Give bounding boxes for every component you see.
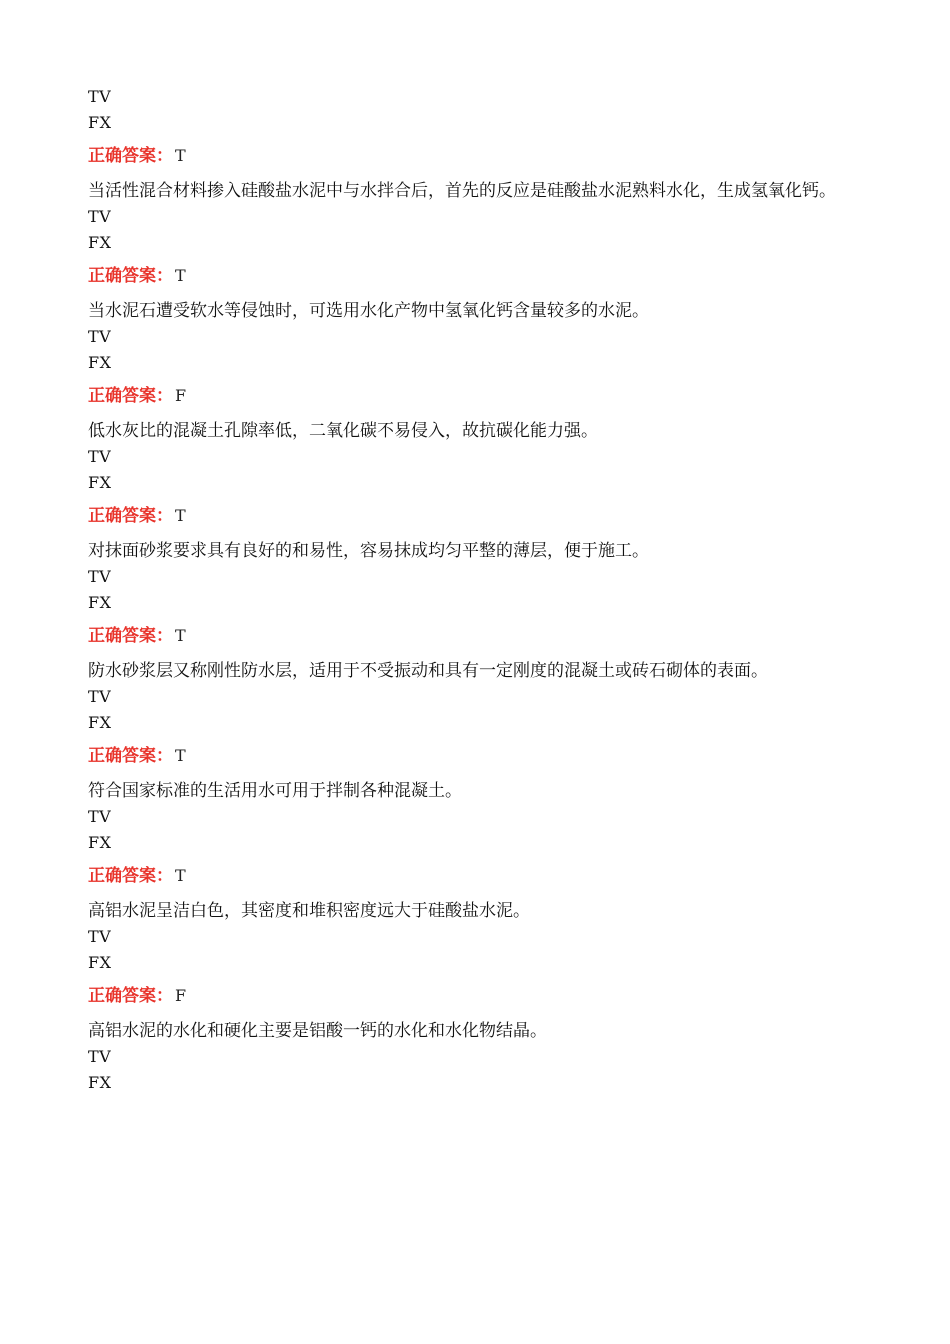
answer-label: 正确答案： <box>88 386 173 406</box>
answer-value: T <box>175 746 186 765</box>
option-false: FX <box>88 1073 112 1092</box>
option-false: FX <box>88 233 112 252</box>
answer-value: T <box>175 506 186 525</box>
answer-line <box>88 624 868 648</box>
option-false: FX <box>88 473 112 492</box>
answer-label: 正确答案： <box>88 866 173 886</box>
answer-value: T <box>175 866 186 885</box>
answer-label: 正确答案： <box>88 506 173 526</box>
answer-value: T <box>175 146 186 165</box>
question-text: 对抹面砂浆要求具有良好的和易性，容易抹成均匀平整的薄层，便于施工。 <box>88 541 649 561</box>
option-true: TV <box>88 87 112 106</box>
option-false: FX <box>88 833 112 852</box>
option-true: TV <box>88 207 112 226</box>
answer-line <box>88 384 868 408</box>
question-block-7 <box>88 898 868 1008</box>
question-text: 当活性混合材料掺入硅酸盐水泥中与水拌合后，首先的反应是硅酸盐水泥熟料水化，生成氢氧化钙。 <box>88 181 836 201</box>
option-false: FX <box>88 353 112 372</box>
option-true: TV <box>88 327 112 346</box>
question-block-8 <box>88 1018 868 1096</box>
answer-label: 正确答案： <box>88 146 173 166</box>
question-text: 符合国家标准的生活用水可用于拌制各种混凝土。 <box>88 781 462 801</box>
option-false: FX <box>88 953 112 972</box>
answer-line <box>88 144 868 168</box>
question-block-5 <box>88 658 868 768</box>
option-true: TV <box>88 567 112 586</box>
answer-label: 正确答案： <box>88 626 173 646</box>
answer-line <box>88 264 868 288</box>
answer-value: T <box>175 626 186 645</box>
question-block-1 <box>88 178 868 288</box>
document-page <box>88 84 868 1096</box>
answer-label: 正确答案： <box>88 266 173 286</box>
answer-line <box>88 504 868 528</box>
question-text: 当水泥石遭受软水等侵蚀时，可选用水化产物中氢氧化钙含量较多的水泥。 <box>88 301 649 321</box>
option-false: FX <box>88 113 112 132</box>
option-false: FX <box>88 593 112 612</box>
option-true: TV <box>88 687 112 706</box>
question-block-4 <box>88 538 868 648</box>
question-text: 低水灰比的混凝土孔隙率低，二氧化碳不易侵入，故抗碳化能力强。 <box>88 421 598 441</box>
question-text: 高铝水泥呈洁白色，其密度和堆积密度远大于硅酸盐水泥。 <box>88 901 530 921</box>
option-true: TV <box>88 927 112 946</box>
answer-value: F <box>175 386 187 405</box>
option-true: TV <box>88 447 112 466</box>
question-block-2 <box>88 298 868 408</box>
answer-line <box>88 744 868 768</box>
answer-value: F <box>175 986 187 1005</box>
option-true: TV <box>88 1047 112 1066</box>
question-text: 防水砂浆层又称刚性防水层，适用于不受振动和具有一定刚度的混凝土或砖石砌体的表面。 <box>88 661 768 681</box>
option-false: FX <box>88 713 112 732</box>
answer-line <box>88 984 868 1008</box>
answer-label: 正确答案： <box>88 986 173 1006</box>
question-block-3 <box>88 418 868 528</box>
option-true: TV <box>88 807 112 826</box>
question-text: 高铝水泥的水化和硬化主要是铝酸一钙的水化和水化物结晶。 <box>88 1021 547 1041</box>
answer-line <box>88 864 868 888</box>
answer-label: 正确答案： <box>88 746 173 766</box>
question-block-6 <box>88 778 868 888</box>
answer-value: T <box>175 266 186 285</box>
lead-block <box>88 84 868 168</box>
